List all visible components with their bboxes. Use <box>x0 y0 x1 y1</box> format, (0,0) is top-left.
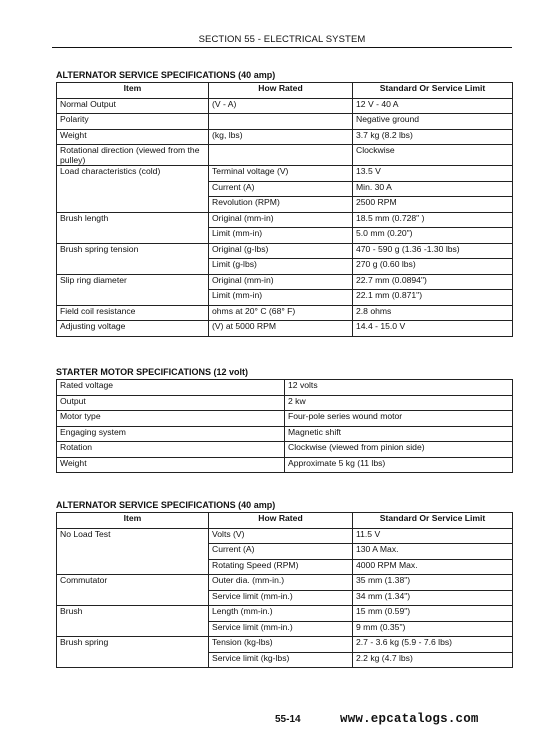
table-row <box>57 395 513 411</box>
table-row <box>57 380 513 396</box>
value-cell: 12 V - 40 A <box>353 98 513 114</box>
how-rated-cell: Current (A) <box>209 181 353 197</box>
how-rated-cell: Original (g-lbs) <box>209 243 353 259</box>
starter-specs-title: STARTER MOTOR SPECIFICATIONS (12 volt) <box>56 367 249 377</box>
value-cell: 270 g (0.60 lbs) <box>353 259 513 275</box>
column-header-how-rated: How Rated <box>209 83 353 99</box>
item-cell: No Load Test <box>57 528 209 575</box>
how-rated-cell: Length (mm-in.) <box>209 606 353 622</box>
table-row <box>57 114 513 130</box>
item-cell: Brush length <box>57 212 209 243</box>
column-header-item: Item <box>57 513 209 529</box>
column-header-standard: Standard Or Service Limit <box>353 513 513 529</box>
how-rated-cell: Current (A) <box>209 544 353 560</box>
item-cell: Commutator <box>57 575 209 606</box>
item-cell: Engaging system <box>57 426 285 442</box>
how-rated-cell: Outer dia. (mm-in.) <box>209 575 353 591</box>
how-rated-cell: Original (mm-in) <box>209 274 353 290</box>
table-row <box>57 274 513 290</box>
table-row <box>57 305 513 321</box>
value-cell: 11.5 V <box>353 528 513 544</box>
value-cell: Negative ground <box>353 114 513 130</box>
value-cell: 470 - 590 g (1.36 -1.30 lbs) <box>353 243 513 259</box>
how-rated-cell: Limit (mm-in) <box>209 290 353 306</box>
table-row <box>57 426 513 442</box>
item-cell: Weight <box>57 457 285 473</box>
table-row <box>57 212 513 228</box>
table-row <box>57 606 513 622</box>
value-cell: 2500 RPM <box>353 197 513 213</box>
how-rated-cell: Original (mm-in) <box>209 212 353 228</box>
starter-specs-table <box>56 379 513 473</box>
alternator-specs-table-2 <box>56 512 513 668</box>
how-rated-cell <box>209 145 353 166</box>
value-cell: 22.1 mm (0.871") <box>353 290 513 306</box>
column-header-standard: Standard Or Service Limit <box>353 83 513 99</box>
item-cell: Brush <box>57 606 209 637</box>
how-rated-cell: Limit (mm-in) <box>209 228 353 244</box>
item-cell: Rated voltage <box>57 380 285 396</box>
item-cell: Weight <box>57 129 209 145</box>
item-cell: Load characteristics (cold) <box>57 166 209 213</box>
how-rated-cell: Service limit (mm-in.) <box>209 621 353 637</box>
table-row <box>57 637 513 653</box>
value-cell: Approximate 5 kg (11 lbs) <box>285 457 513 473</box>
item-cell: Output <box>57 395 285 411</box>
item-cell: Field coil resistance <box>57 305 209 321</box>
value-cell: 3.7 kg (8.2 lbs) <box>353 129 513 145</box>
table-row <box>57 457 513 473</box>
table-row <box>57 528 513 544</box>
item-cell: Adjusting voltage <box>57 321 209 337</box>
how-rated-cell: Volts (V) <box>209 528 353 544</box>
how-rated-cell <box>209 114 353 130</box>
value-cell: 12 volts <box>285 380 513 396</box>
item-cell: Brush spring tension <box>57 243 209 274</box>
item-cell: Rotation <box>57 442 285 458</box>
value-cell: 2 kw <box>285 395 513 411</box>
header-rule <box>52 47 512 48</box>
item-cell: Brush spring <box>57 637 209 668</box>
how-rated-cell: Service limit (kg-lbs) <box>209 652 353 668</box>
how-rated-cell: Service limit (mm-in.) <box>209 590 353 606</box>
value-cell: 2.8 ohms <box>353 305 513 321</box>
table-row <box>57 442 513 458</box>
how-rated-cell: (kg, lbs) <box>209 129 353 145</box>
column-header-how-rated: How Rated <box>209 513 353 529</box>
value-cell: 2.2 kg (4.7 lbs) <box>353 652 513 668</box>
table-row <box>57 411 513 427</box>
column-header-item: Item <box>57 83 209 99</box>
item-cell: Slip ring diameter <box>57 274 209 305</box>
how-rated-cell: Limit (g-lbs) <box>209 259 353 275</box>
value-cell: 22.7 mm (0.0894") <box>353 274 513 290</box>
item-cell: Rotational direction (viewed from the pulley) <box>57 145 209 166</box>
item-cell: Polarity <box>57 114 209 130</box>
value-cell: 13.5 V <box>353 166 513 182</box>
page-number: 55-14 <box>275 714 301 725</box>
table-row <box>57 166 513 182</box>
how-rated-cell: Tension (kg-lbs) <box>209 637 353 653</box>
table-row <box>57 321 513 337</box>
value-cell: 5.0 mm (0.20") <box>353 228 513 244</box>
table-row <box>57 575 513 591</box>
value-cell: Clockwise <box>353 145 513 166</box>
how-rated-cell: (V) at 5000 RPM <box>209 321 353 337</box>
table-row <box>57 98 513 114</box>
how-rated-cell: (V - A) <box>209 98 353 114</box>
value-cell: 2.7 - 3.6 kg (5.9 - 7.6 lbs) <box>353 637 513 653</box>
value-cell: Magnetic shift <box>285 426 513 442</box>
value-cell: 14.4 - 15.0 V <box>353 321 513 337</box>
item-cell: Normal Output <box>57 98 209 114</box>
how-rated-cell: ohms at 20° C (68° F) <box>209 305 353 321</box>
table-row <box>57 243 513 259</box>
website-url: www.epcatalogs.com <box>340 712 479 726</box>
value-cell: 9 mm (0.35") <box>353 621 513 637</box>
alternator-specs-title-2: ALTERNATOR SERVICE SPECIFICATIONS (40 amp) <box>56 500 276 510</box>
value-cell: 15 mm (0.59") <box>353 606 513 622</box>
item-cell: Motor type <box>57 411 285 427</box>
value-cell: 34 mm (1.34") <box>353 590 513 606</box>
value-cell: 18.5 mm (0.728" ) <box>353 212 513 228</box>
value-cell: Four-pole series wound motor <box>285 411 513 427</box>
how-rated-cell: Revolution (RPM) <box>209 197 353 213</box>
alternator-specs-title-1: ALTERNATOR SERVICE SPECIFICATIONS (40 amp) <box>56 70 276 80</box>
alternator-specs-table-1 <box>56 82 513 337</box>
value-cell: Min. 30 A <box>353 181 513 197</box>
how-rated-cell: Rotating Speed (RPM) <box>209 559 353 575</box>
section-header: SECTION 55 - ELECTRICAL SYSTEM <box>198 34 366 45</box>
value-cell: 4000 RPM Max. <box>353 559 513 575</box>
value-cell: Clockwise (viewed from pinion side) <box>285 442 513 458</box>
value-cell: 35 mm (1.38") <box>353 575 513 591</box>
how-rated-cell: Terminal voltage (V) <box>209 166 353 182</box>
table-row <box>57 145 513 166</box>
table-row <box>57 129 513 145</box>
value-cell: 130 A Max. <box>353 544 513 560</box>
